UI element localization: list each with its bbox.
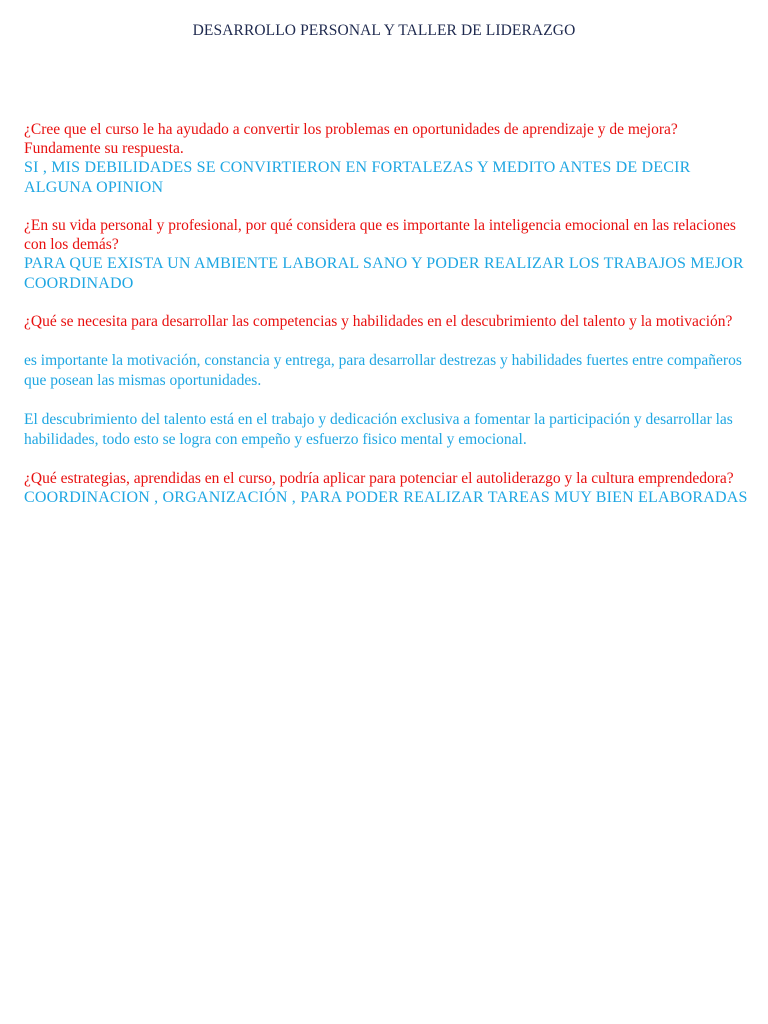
answer-1: SI , MIS DEBILIDADES SE CONVIRTIERON EN FORTALEZAS Y MEDITO ANTES DE DECIR ALGUNA OPINION — [24, 159, 691, 196]
answer-3a: es importante la motivación, constancia y entrega, para desarrollar destrezas y habilidades fuertes entre compañeros que posean las mismas oportunidades. — [24, 352, 742, 389]
qa-section-1 — [24, 120, 748, 197]
paragraph-spacer — [24, 293, 748, 312]
answer-2: PARA QUE EXISTA UN AMBIENTE LABORAL SANO Y PODER REALIZAR LOS TRABAJOS MEJOR COORDINADO — [24, 255, 744, 292]
paragraph-spacer — [24, 331, 748, 351]
question-1: ¿Cree que el curso le ha ayudado a convertir los problemas en oportunidades de aprendizaje y de mejora? Fundamente su respuesta. — [24, 121, 678, 157]
question-2: ¿En su vida personal y profesional, por qué considera que es importante la inteligencia emocional en las relaciones con los demás? — [24, 217, 736, 253]
question-4: ¿Qué estrategias, aprendidas en el curso, podría aplicar para potenciar el autoliderazgo y la cultura emprendedora? — [24, 470, 734, 487]
qa-section-2 — [24, 216, 748, 293]
answer-3b: El descubrimiento del talento está en el trabajo y dedicación exclusiva a fomentar la participación y desarrollar las habilidades, todo esto se logra con empeño y esfuerzo fisico mental y emocional. — [24, 411, 733, 448]
paragraph-spacer — [24, 449, 748, 469]
paragraph-spacer — [24, 390, 748, 410]
qa-section-3 — [24, 312, 748, 449]
document-title: DESARROLLO PERSONAL Y TALLER DE LIDERAZGO — [192, 22, 576, 39]
answer-4: COORDINACION , ORGANIZACIÓN , PARA PODER REALIZAR TAREAS MUY BIEN ELABORADAS — [24, 489, 748, 506]
paragraph-spacer — [24, 197, 748, 216]
document-body — [24, 120, 748, 508]
qa-section-4 — [24, 469, 748, 508]
question-3: ¿Qué se necesita para desarrollar las competencias y habilidades en el descubrimiento del talento y la motivación? — [24, 313, 733, 330]
